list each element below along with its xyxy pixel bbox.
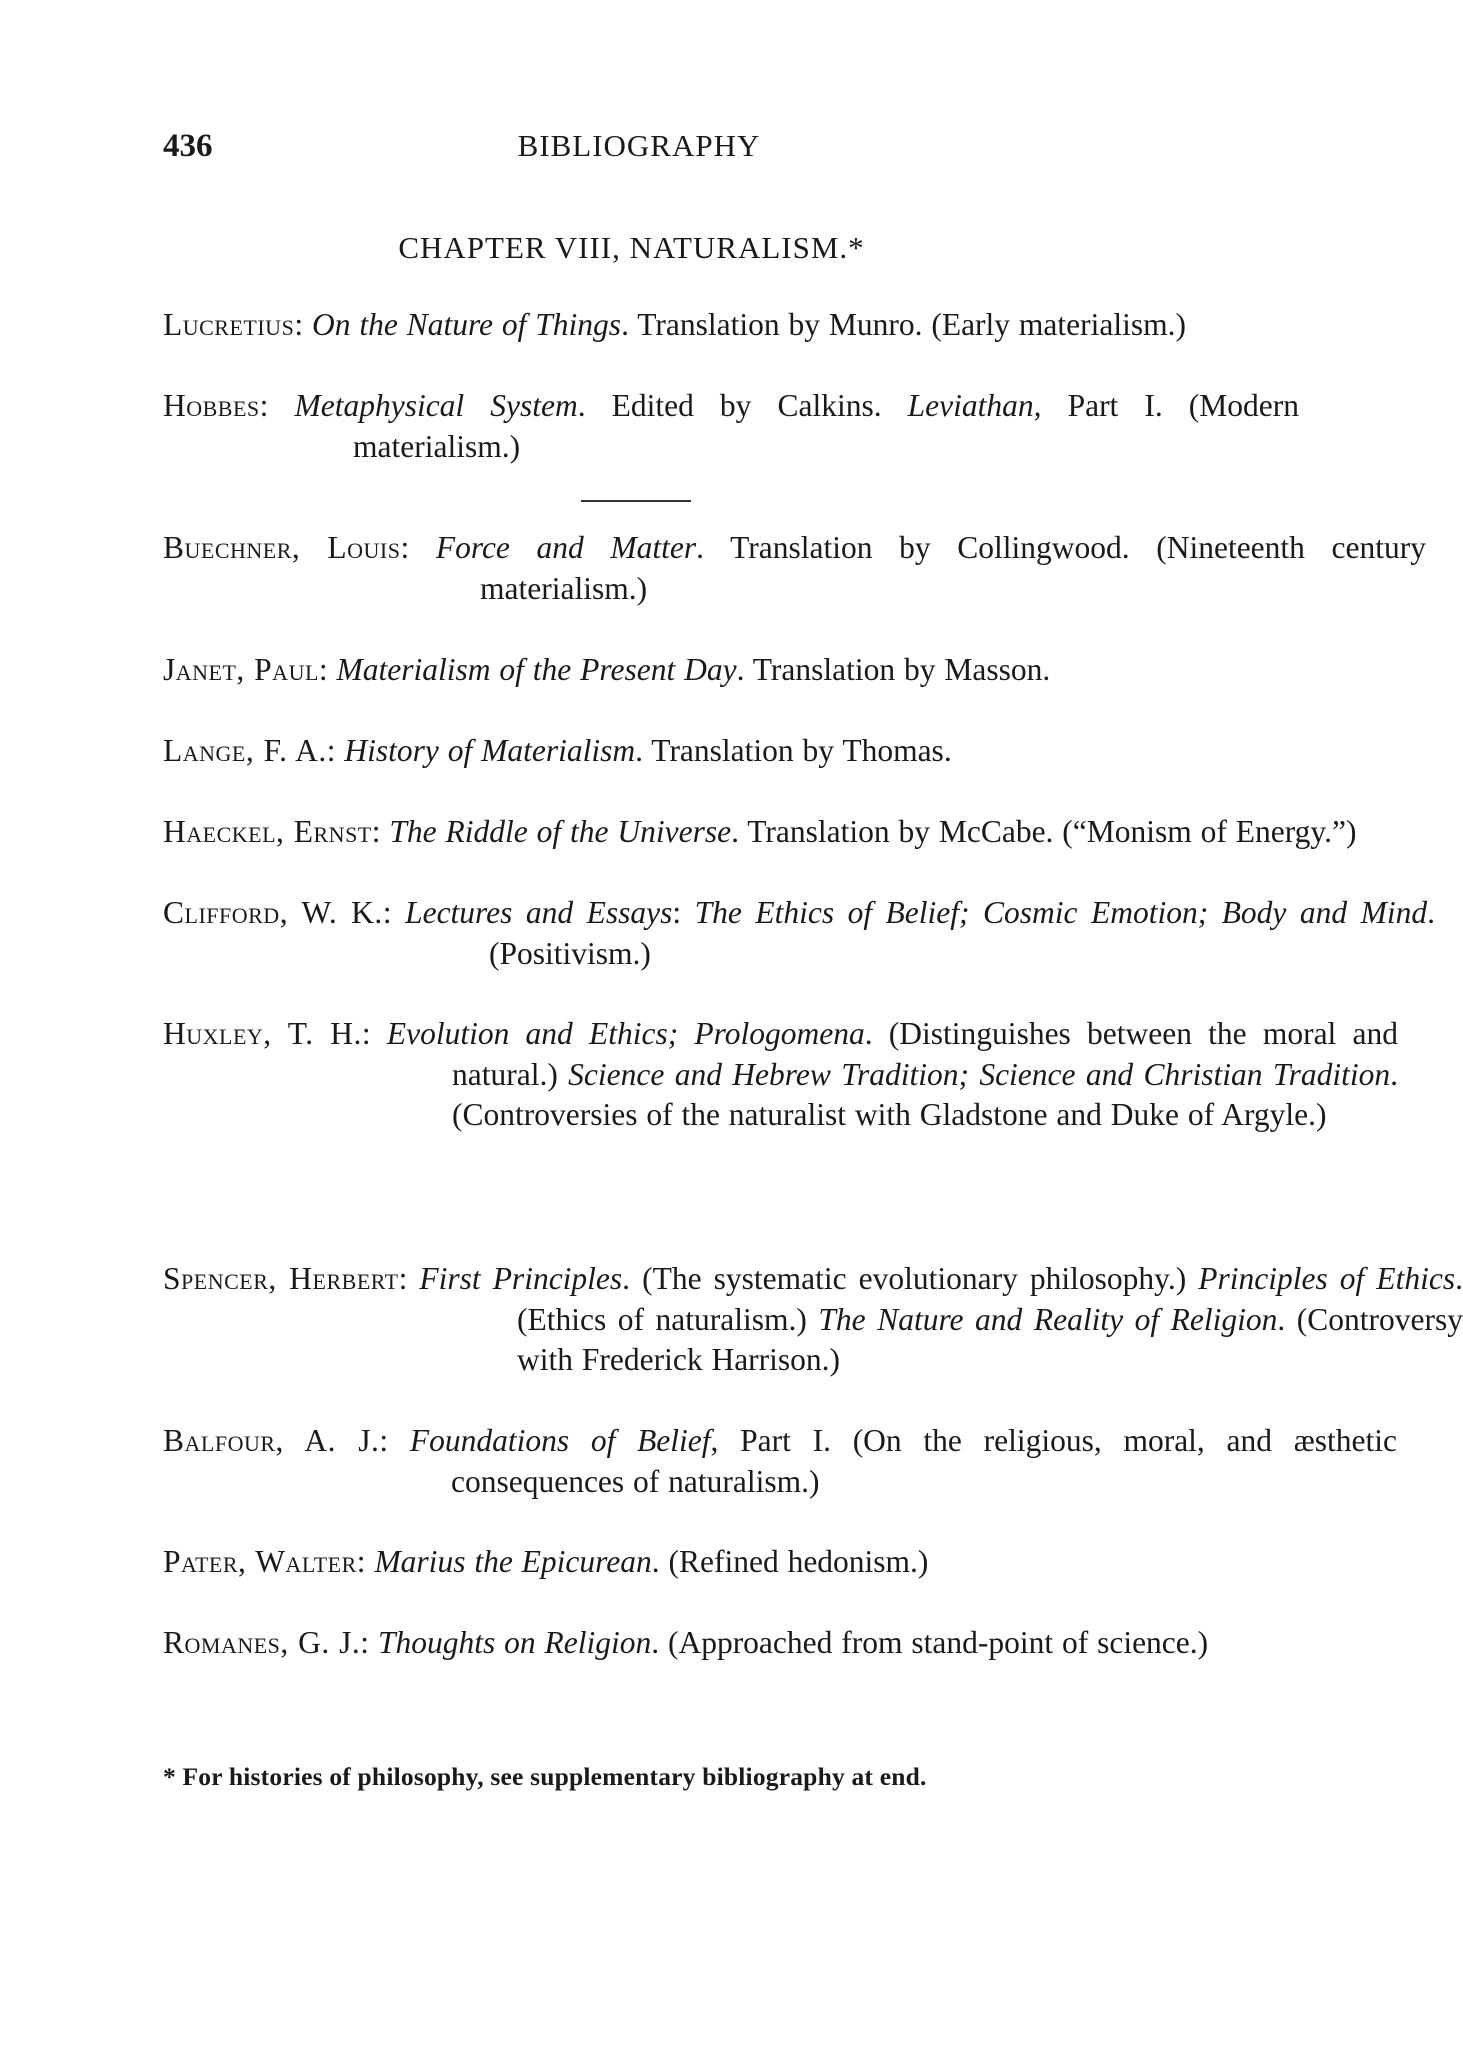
entry-title: Foundations of Belief: [409, 1423, 711, 1458]
bibliography-entry: [163, 1542, 1399, 1583]
bibliography-entry: [163, 1421, 1397, 1502]
entry-separator: :: [356, 1544, 375, 1579]
entry-note: . Translation by Masson.: [736, 652, 1051, 687]
section-divider: [581, 500, 691, 502]
entry-title: Metaphysical System: [294, 388, 578, 423]
entry-title: Principles of Ethics: [1198, 1261, 1456, 1296]
entry-title: First Principles: [419, 1261, 623, 1296]
bibliography-entry: [163, 528, 1426, 609]
bibliography-entry: [163, 1259, 1463, 1381]
running-title: BIBLIOGRAPHY: [517, 128, 761, 163]
entry-note: . (Approached from stand-point of science.): [651, 1625, 1209, 1660]
entry-note: :: [672, 895, 695, 930]
entry-title: The Riddle of the Universe: [389, 814, 732, 849]
entry-separator: :: [360, 1625, 378, 1660]
entry-note: . (Controversies of the naturalist with Gladstone and Duke of Argyle.): [452, 1056, 1398, 1132]
entry-note: . (Ethics of naturalism.): [517, 1261, 1463, 1337]
bibliography-entry: [163, 1623, 1401, 1664]
entry-note: . (Refined hedonism.): [651, 1544, 929, 1579]
entry-author: Hobbes: [163, 388, 260, 423]
running-head: [163, 128, 1115, 172]
entry-note: . Edited by Calkins.: [577, 388, 908, 423]
entry-separator: :: [400, 530, 436, 565]
entry-title: Science and Hebrew Tradition; Science and Christian Tradition: [568, 1056, 1391, 1092]
footnote: * For histories of philosophy, see supplementary bibliography at end.: [163, 1762, 927, 1791]
entry-separator: :: [326, 733, 345, 768]
entry-separator: :: [382, 895, 406, 930]
entry-title: Thoughts on Religion: [377, 1625, 652, 1660]
entry-note: . (Positivism.): [489, 895, 1436, 971]
entry-separator: :: [294, 307, 312, 342]
entry-separator: :: [379, 1423, 410, 1458]
entry-title: The Ethics of Belief; Cosmic Emotion; Body and Mind: [694, 895, 1428, 930]
bibliography-entry: [163, 812, 1401, 853]
entry-separator: :: [361, 1016, 387, 1051]
entry-separator: :: [398, 1261, 420, 1296]
entry-title: History of Materialism: [344, 733, 636, 768]
entry-author: Romanes, G. J.: [163, 1625, 361, 1660]
bibliography-entry: [163, 650, 1369, 691]
entry-note: , Part I. (On the religious, moral, and æsthetic consequences of naturalism.): [451, 1423, 1397, 1499]
entry-author: Haeckel, Ernst: [163, 814, 372, 849]
entry-author: Clifford, W. K.: [163, 895, 383, 930]
entry-author: Pater, Walter: [163, 1544, 357, 1579]
entry-title: Lectures and Essays: [405, 895, 673, 930]
entry-title: Marius the Epicurean: [374, 1544, 652, 1579]
entry-separator: :: [371, 814, 390, 849]
entry-title: Force and Matter: [435, 530, 697, 565]
entry-note: . Translation by Thomas.: [635, 733, 952, 768]
entry-title: The Nature and Reality of Religion: [818, 1301, 1278, 1337]
entry-note: . Translation by McCabe. (“Monism of Energy.”): [731, 814, 1357, 849]
entry-author: Buechner, Louis: [163, 530, 401, 565]
bibliography-entry: [163, 386, 1299, 467]
entry-note: . Translation by Munro. (Early materialism.): [621, 307, 1186, 342]
entry-author: Janet, Paul: [163, 652, 319, 687]
bibliography-entry: [163, 731, 1401, 772]
bibliography-entry: [163, 1014, 1398, 1136]
entry-note: Part I. (Modern materialism.): [353, 388, 1299, 464]
entry-separator: :: [318, 652, 337, 687]
page-number: 436: [163, 128, 213, 164]
entry-author: Lange, F. A.: [163, 733, 327, 768]
entry-author: Balfour, A. J.: [163, 1423, 380, 1458]
entry-note: . (The systematic evolutionary philosophy.): [622, 1261, 1199, 1296]
entry-title: Evolution and Ethics; Prologomena: [386, 1016, 865, 1051]
entry-note: . (Controversy with Frederick Harrison.): [517, 1301, 1463, 1377]
chapter-heading: CHAPTER VIII, NATURALISM.*: [398, 230, 865, 265]
bibliography-entry: [163, 893, 1435, 974]
bibliography-entry: [163, 305, 1327, 346]
entry-author: Spencer, Herbert: [163, 1261, 399, 1296]
entry-note: . Translation by Collingwood. (Nineteenth century materialism.): [480, 530, 1426, 606]
entry-title: On the Nature of Things: [311, 307, 622, 342]
entry-title: Materialism of the Present Day: [336, 652, 737, 687]
entry-title: Leviathan,: [907, 388, 1042, 423]
entry-author: Lucretius: [163, 307, 295, 342]
entry-separator: :: [259, 388, 295, 423]
entry-author: Huxley, T. H.: [163, 1016, 362, 1051]
entry-note: . (Distinguishes between the moral and natural.): [452, 1016, 1398, 1092]
